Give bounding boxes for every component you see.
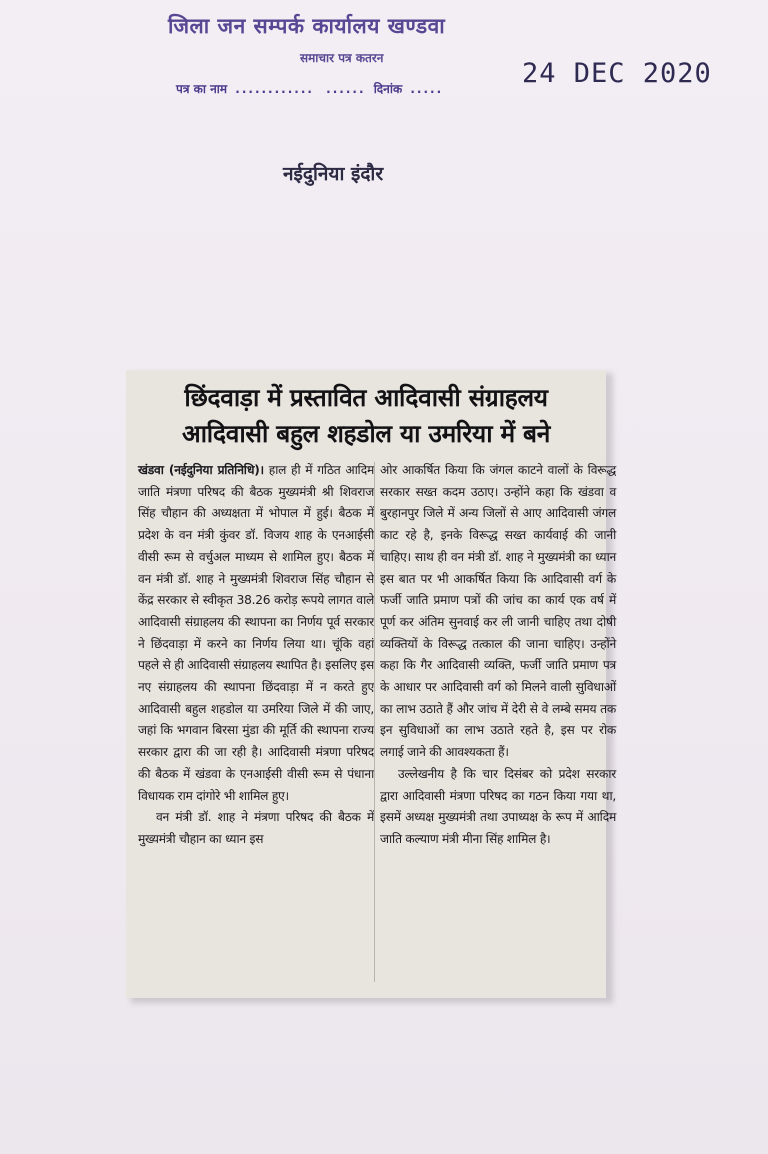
article-left-paragraph-2: वन मंत्री डॉ. शाह ने मंत्रणा परिषद की बैठक में मुख्यमंत्री चौहान का ध्यान इस <box>138 810 374 846</box>
article-left-text-1: हाल ही में गठित आदिम जाति मंत्रणा परिषद की बैठक मुख्यमंत्री श्री शिवराज सिंह चौहान की अध्यक्षता में भोपाल में हुई। बैठक में प्रदेश के वन मंत्री कुंवर डॉ. विजय शाह के एनआईसी वीसी रूम से वर्चुअल माध्यम से शामिल हुए। बैठक में वन मंत्री डॉ. शाह ने मुख्यमंत्री शिवराज सिंह चौहान से केंद्र सरकार से स्वीकृत 38.26 करोड़ रूपये लागत वाले आदिवासी संग्राहलय की स्थापना का निर्णय पूर्व सरकार ने छिंदवाड़ा में करने का निर्णय लिया था। चूंकि वहां पहले से ही आदिवासी संग्राहलय स्थापित है। इसलिए इस नए संग्राहलय की स्थापना छिंदवाड़ा में न करते हुए आदिवासी बहुल शहडोल या उमरिया जिले में की जाए, जहां कि भगवान बिरसा मुंडा की मूर्ति की स्थापना राज्य सरकार द्वारा की जा रही है। आदिवासी मंत्रणा परिषद की बैठक में खंडवा के एनआईसी वीसी रूम से पंधाना विधायक राम दांगोरे भी शामिल हुए। <box>138 463 374 803</box>
paper-name-dots: ............ <box>235 82 314 96</box>
office-stamp-title: जिला जन सम्पर्क कार्यालय खण्डवा <box>168 14 446 38</box>
article-right-paragraph-2: उल्लेखनीय है कि चार दिसंबर को प्रदेश सरकार द्वारा आदिवासी मंत्रणा परिषद का गठन किया गया था, इसमें अध्यक्ष मुख्यमंत्री तथा उपाध्यक्ष के रूप में आदिम जाति कल्याण मंत्री मीना सिंह शामिल है। <box>380 766 616 846</box>
newspaper-source-name: नईदुनिया इंदौर <box>283 163 384 185</box>
article-right-column <box>380 460 616 851</box>
newspaper-clipping <box>126 370 616 998</box>
article-columns <box>138 460 616 988</box>
paper-name-label: पत्र का नाम <box>176 82 228 96</box>
article-left-column <box>138 460 374 851</box>
date-stamp: 24 DEC 2020 <box>522 58 712 89</box>
date-label: दिनांक <box>373 82 403 96</box>
headline-line-2: आदिवासी बहुल शहडोल या उमरिया में बने <box>181 419 551 448</box>
article-left-paragraph-1 <box>138 460 374 807</box>
date-end-dots: ..... <box>410 82 444 96</box>
column-divider <box>374 462 375 982</box>
date-dots: ...... <box>326 82 366 96</box>
article-dateline: खंडवा (नईदुनिया प्रतिनिधि)। <box>138 463 264 477</box>
office-stamp-news-label: समाचार पत्र कतरन <box>300 51 384 65</box>
office-stamp-details-row <box>176 80 447 97</box>
headline-line-1: छिंदवाड़ा में प्रस्तावित आदिवासी संग्राहलय <box>184 383 548 412</box>
article-right-paragraph-1: ओर आकर्षित किया कि जंगल काटने वालों के विरूद्ध सरकार सख्त कदम उठाए। उन्होंने कहा कि खंडवा व बुरहानपुर जिले में अन्य जिलों से आए आदिवासी जंगल काट रहे है, इनके विरूद्ध सख्त कार्यवाई की जानी चाहिए। साथ ही वन मंत्री डॉ. शाह ने मुख्यमंत्री का ध्यान इस बात पर भी आकर्षित किया कि आदिवासी वर्ग के फर्जी जाति प्रमाण पत्रों की जांच का कार्य एक वर्ष में पूर्ण कर अंतिम सुनवाई कर ली जानी चाहिए तथा दोषी व्यक्तियों के विरूद्ध तत्काल की जाना चाहिए। उन्होंने कहा कि गैर आदिवासी व्यक्ति, फर्जी जाति प्रमाण पत्र के आधार पर आदिवासी वर्ग को मिलने वाली सुविधाओं का लाभ उठाते हैं और जांच में देरी से वे लम्बे समय तक इन सुविधाओं का लाभ उठाते रहते है, इस पर रोक लगाई जाने की आवश्यकता हैं। <box>380 463 616 760</box>
